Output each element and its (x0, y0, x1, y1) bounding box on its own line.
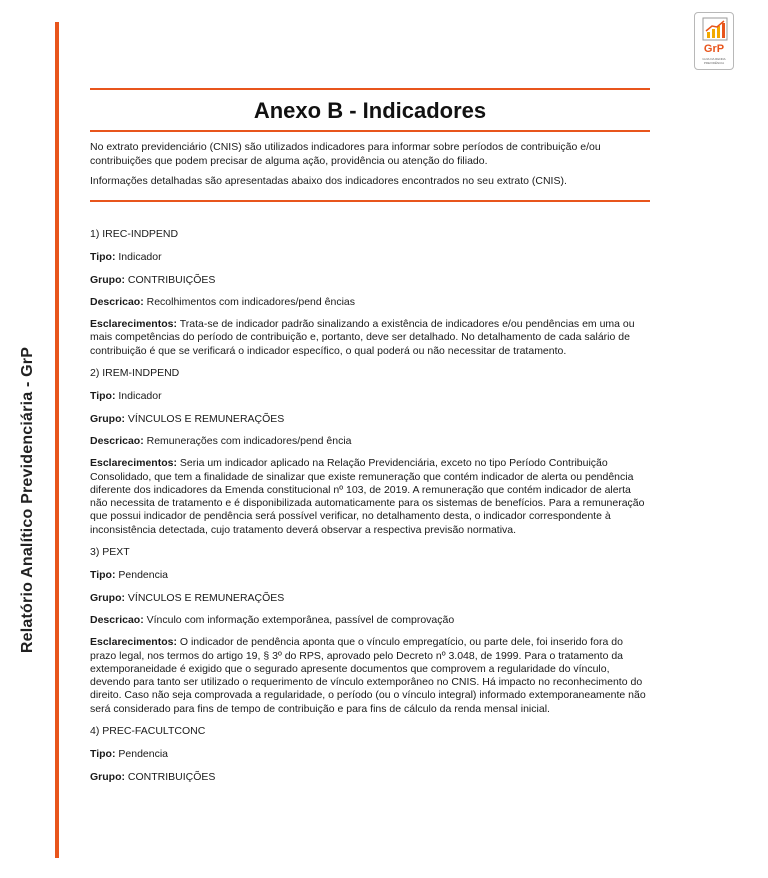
intro-section (90, 132, 650, 200)
tipo-label: Tipo: (90, 748, 116, 761)
bar-chart-icon (702, 17, 728, 41)
grupo-value: VÍNCULOS E REMUNERAÇÕES (127, 591, 285, 604)
grupo-value: CONTRIBUIÇÕES (127, 273, 216, 286)
intro-paragraph-1: No extrato previdenciário (CNIS) são utilizados indicadores para informar sobre períodos de contribuição e/ou contribuições que podem precisar de alguma ação, providência ou atenção do filiado. (90, 141, 601, 167)
descricao-label: Descricao: (90, 613, 144, 626)
tipo-label: Tipo: (90, 251, 116, 264)
indicator-descricao (90, 296, 650, 309)
indicator-tipo (90, 251, 650, 264)
descricao-value: Recolhimentos com indicadores/pend ências (146, 295, 355, 308)
intro-paragraph-2: Informações detalhadas são apresentadas abaixo dos indicadores encontrados no seu extrato (CNIS). (90, 175, 567, 187)
esclarecimentos-value: O indicador de pendência aponta que o vínculo empregatício, ou parte dele, foi inserido fora do prazo legal, nos termos do artigo 19, § 3º do RPS, aprovado pelo Decreto nº 3.048, de 1999. Para o tratamento da extemporaneidade é exigido que o segurado apresente documentos que comprovem a regularidade do vínculo, devendo para tanto ser utilizado o requerimento de vínculo extemporâneo no CNIS. Há impacto no reconhecimento do direito. Caso não seja comprovada a regularidade, o período (ou o vínculo integral) informado extemporaneamente não será considerado para fins de tempo de contribuição e para fins de cálculo da renda mensal inicial. (90, 636, 646, 715)
indicator-title: 1) IREC-INDPEND (90, 228, 179, 240)
indicator-title: 3) PEXT (90, 546, 130, 559)
indicator-esclarecimentos (90, 457, 650, 537)
grupo-label: Grupo: (90, 770, 125, 783)
indicator-tipo (90, 748, 650, 761)
indicator-grupo (90, 592, 650, 605)
grp-logo (694, 12, 734, 70)
grupo-value: CONTRIBUIÇÕES (127, 770, 216, 783)
document-content (90, 88, 650, 793)
indicator-grupo (90, 413, 650, 426)
indicator-esclarecimentos (90, 636, 650, 716)
indicator-tipo (90, 390, 650, 403)
grupo-value: VÍNCULOS E REMUNERAÇÕES (127, 412, 285, 425)
indicator-title: 4) PREC-FACULTCONC (90, 725, 206, 738)
grupo-label: Grupo: (90, 412, 125, 425)
indicator-list (90, 202, 650, 784)
grupo-label: Grupo: (90, 591, 125, 604)
tipo-value: Indicador (118, 390, 162, 403)
indicator-title: 2) IREM-INDPEND (90, 367, 180, 380)
descricao-label: Descricao: (90, 434, 144, 447)
indicator-grupo (90, 771, 650, 784)
accent-sidebar-bar (55, 22, 59, 858)
tipo-value: Pendencia (118, 569, 169, 582)
tipo-value: Pendencia (118, 748, 169, 761)
esclarecimentos-value: Trata-se de indicador padrão sinalizando a existência de indicadores e/ou pendências em uma ou mais competências do período de contribuição e, portanto, deve ser detalhado. No detalhamento de cada salário de contribuição é que se verificará o indicador específico, o qual poderá ou não necessitar de tratamento. (90, 318, 635, 357)
descricao-value: Vínculo com informação extemporânea, passível de comprovação (146, 613, 455, 626)
logo-wordmark: GrP (703, 43, 725, 55)
tipo-label: Tipo: (90, 390, 116, 403)
grupo-label: Grupo: (90, 273, 125, 286)
descricao-value: Remunerações com indicadores/pend ência (146, 434, 352, 447)
page-title: Anexo B - Indicadores (253, 98, 487, 123)
esclarecimentos-label: Esclarecimentos: (90, 636, 177, 649)
tipo-label: Tipo: (90, 569, 116, 582)
esclarecimentos-label: Esclarecimentos: (90, 318, 177, 331)
esclarecimentos-value: Seria um indicador aplicado na Relação Previdenciária, exceto no tipo Período Contribuição Consolidado, que tem a finalidade de sinalizar que existe remuneração que contém indicador de alerta ou pendência diferente dos indicadores da Emenda constitucional nº 103, de 2019. A remuneração que contém indicador de alerta não necessita de tratamento e é disponibilizada automaticamente para os sistemas de benefícios. Para a remuneração que possui indicador de pendência será possível verificar, no detalhamento desta, o indicador correspondente à inconsistência detectada, cujo tratamento deverá observar a respectiva previsão normativa. (90, 457, 645, 536)
esclarecimentos-label: Esclarecimentos: (90, 457, 177, 470)
indicator-descricao (90, 614, 650, 627)
indicator-descricao (90, 435, 650, 448)
indicator-grupo (90, 274, 650, 287)
indicator-esclarecimentos (90, 318, 650, 358)
indicator-tipo (90, 569, 650, 582)
logo-subtext: GUIA DA RENDA PREVIDÊNCIA (702, 57, 726, 65)
report-vertical-title: Relatório Analítico Previdenciária - GrP (19, 346, 36, 654)
descricao-label: Descricao: (90, 295, 144, 308)
tipo-value: Indicador (118, 251, 162, 264)
